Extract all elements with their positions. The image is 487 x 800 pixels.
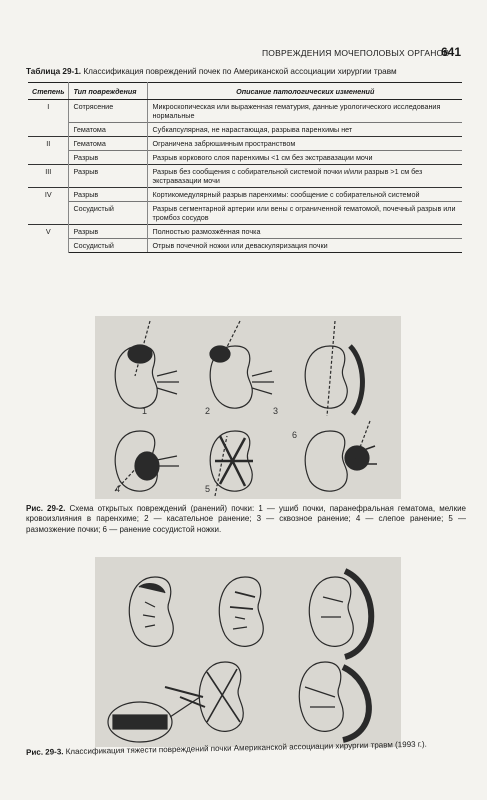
kidney-drawing-1 [115,321,179,408]
figure-label-3: 3 [273,406,279,416]
table-cell-description: Субкапсулярная, не нарастающая, разрыва паренхимы нет [148,123,462,137]
table-cell-description: Кортикомедулярный разрыв паренхимы: сообщение с собирательной системой [148,188,462,202]
table-row [28,188,462,202]
figure-caption-text: Схема открытых повреждений (ранений) почки: 1 — ушиб почки, паранефральная гематома, мелкие кровоизлияния в паренхиме; 2 — касательное ранение; 3 — сквозное ранение; 4 — слепое ранение; 5 — размозжение почки; 6 — ранение сосудистой ножки. [26,504,466,534]
table-row [28,100,462,123]
table-row [28,165,462,188]
table-row [28,151,462,165]
kidney-drawing-3 [305,321,362,416]
table-cell-description: Полностью размозжённая почка [148,225,462,239]
kidney-drawing-2 [210,321,274,408]
figure-label-1: 1 [142,406,148,416]
running-head [0,46,487,62]
table-cell-type: Сотрясение [69,100,148,123]
table-cell-type: Сосудистый [69,202,148,225]
grade-kidney-drawing [129,577,173,646]
table-cell-description: Разрыв без сообщения с собирательной системой почки и/или разрыв >1 см без экстравазации мочи [148,165,462,188]
table-header-row [28,83,462,100]
grade-kidney-drawing [219,577,263,646]
table-caption [26,67,466,77]
figure-caption-text: Классификация тяжести повреждений почки Американской ассоциации хирургии травм (1993 г.). [65,739,427,757]
table-cell-type: Сосудистый [69,239,148,253]
table-cell-grade: IV [28,188,69,225]
page-number: 641 [440,45,461,59]
table-cell-grade: III [28,165,69,188]
aast-grades-illustration [95,557,401,747]
figure-kidney-wounds [95,316,401,499]
column-header-description: Описание патологических изменений [148,83,462,100]
kidney-drawing-4 [115,431,179,491]
kidney-drawing-5 [210,431,253,496]
table-cell-type: Разрыв [69,188,148,202]
figure-label-5: 5 [205,484,211,494]
figure-label-4: 4 [115,484,121,494]
column-header-grade: Степень [28,83,69,100]
classification-table [28,82,462,253]
table-cell-grade: V [28,225,69,253]
table-cell-description: Разрыв коркового слоя паренхимы <1 см без экстравазации мочи [148,151,462,165]
table-row [28,123,462,137]
table-cell-description: Микроскопическая или выраженная гематурия, данные урологического исследования нормальные [148,100,462,123]
table-title: Классификация повреждений почек по Американской ассоциации хирургии травм [83,67,397,76]
table-cell-grade: II [28,137,69,165]
table-row [28,202,462,225]
table-row [28,225,462,239]
grade-kidney-drawing [165,662,243,731]
running-head-section: ПОВРЕЖДЕНИЯ МОЧЕПОЛОВЫХ ОРГАНОВ [262,48,450,58]
table-cell-type: Гематома [69,123,148,137]
table-cell-description: Отрыв почечной ножки или деваскуляризация почки [148,239,462,253]
grade-kidney-drawing [299,662,369,740]
figure-label-2: 2 [205,406,211,416]
table-cell-type: Разрыв [69,165,148,188]
table-cell-description: Разрыв сегментарной артерии или вены с ограниченной гематомой, почечный разрыв или тромбоз сосудов [148,202,462,225]
figure-caption-label: Рис. 29-3. [26,747,64,757]
table-cell-grade: I [28,100,69,137]
table-row [28,137,462,151]
kidney-wounds-illustration [95,316,401,499]
vessel-detail-drawing [108,697,200,742]
kidney-drawing-6 [305,421,377,491]
table-cell-type: Разрыв [69,151,148,165]
figure-caption-label: Рис. 29-2. [26,504,66,513]
figure-aast-grades [95,557,401,747]
table-cell-type: Гематома [69,137,148,151]
column-header-type: Тип повреждения [69,83,148,100]
table-row [28,239,462,253]
table-label: Таблица 29-1. [26,67,82,76]
grade-kidney-drawing [309,571,371,657]
table-cell-type: Разрыв [69,225,148,239]
table-cell-description: Ограничена забрюшинным пространством [148,137,462,151]
figure-caption-29-2 [26,504,466,535]
figure-label-6: 6 [292,430,298,440]
